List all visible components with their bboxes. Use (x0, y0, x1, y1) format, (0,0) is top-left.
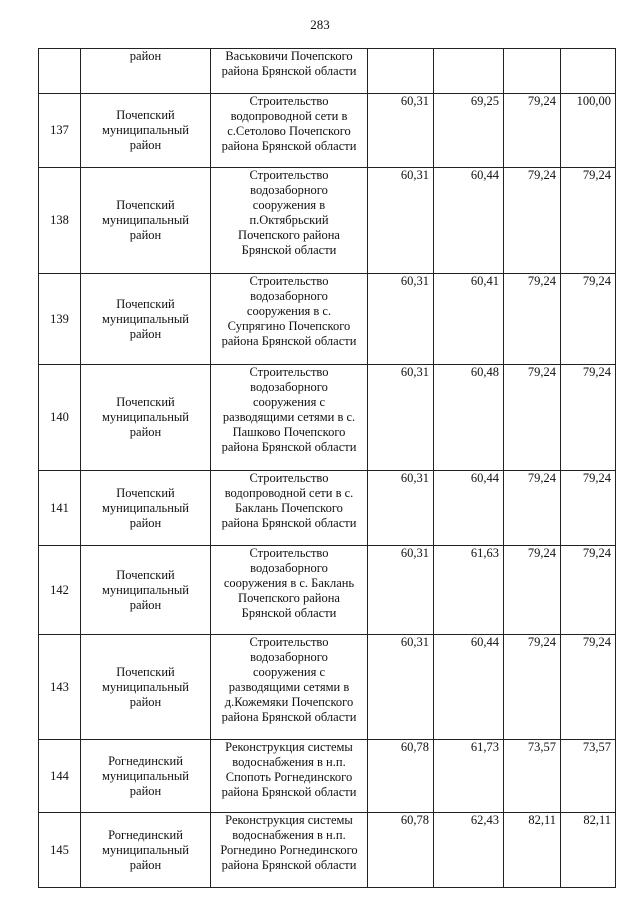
row-number (39, 49, 81, 94)
value-3-cell (504, 274, 561, 365)
value-2-text: 61,73 (470, 740, 499, 754)
value-1-text: 60,31 (400, 168, 429, 182)
district-text: Почепский муниципальный район (102, 296, 189, 341)
value-3-text: 79,24 (527, 274, 556, 288)
value-2-cell (434, 635, 504, 740)
description-text: Реконструкция системы водоснабжения в н.п. Рогнедино Рогнединского района Брянской области (220, 813, 358, 872)
value-2-text: 60,41 (470, 274, 499, 288)
row-number-text: 145 (50, 842, 69, 857)
description-text: Васьковичи Почепского района Брянской области (221, 49, 357, 78)
district-text: район (129, 49, 162, 63)
value-2-text: 60,44 (470, 471, 499, 485)
description-text: Строительство водозаборного сооружения в п.Октябрьский Почепского района Брянской области (238, 168, 340, 257)
table-row (39, 471, 616, 546)
value-3-text: 79,24 (527, 635, 556, 649)
table-row (39, 365, 616, 471)
table-row (39, 94, 616, 168)
description-cell (211, 471, 368, 546)
value-3-cell (504, 471, 561, 546)
row-number-text: 137 (50, 123, 69, 137)
value-3-text: 79,24 (527, 94, 556, 108)
value-3-cell (504, 94, 561, 168)
value-1-cell (368, 635, 434, 740)
value-3-cell (504, 168, 561, 274)
district-text: Почепский муниципальный район (102, 395, 189, 439)
row-number-cell (39, 94, 81, 168)
district-cell (81, 546, 211, 635)
value-2-cell (434, 365, 504, 471)
value-1-text: 60,31 (400, 635, 429, 649)
description-text: Строительство водозаборного сооружения в с. Супрягино Почепского района Брянской области (221, 274, 357, 348)
district-text: Рогнединский муниципальный район (102, 753, 189, 798)
value-4-text: 79,24 (582, 546, 611, 560)
value-4-cell (561, 274, 616, 365)
value-1-cell (368, 365, 434, 471)
value-2-text: 61,63 (470, 546, 499, 560)
table-row (39, 546, 616, 635)
row-number-cell (39, 168, 81, 274)
row-number-text: 141 (50, 500, 69, 515)
value-2-text: 60,48 (470, 365, 499, 379)
value-1-cell (368, 740, 434, 813)
value-3-text: 79,24 (527, 168, 556, 182)
district-text: Почепский муниципальный район (102, 664, 189, 709)
row-number-cell (39, 635, 81, 740)
row-number-cell (39, 365, 81, 471)
value-1-cell (368, 813, 434, 888)
district-cell (81, 168, 211, 274)
value-3-text: 73,57 (527, 740, 556, 754)
description-cell (211, 740, 368, 813)
district-cell (81, 740, 211, 813)
value-2-cell (434, 740, 504, 813)
district-text: Почепский муниципальный район (102, 108, 189, 152)
value-1-cell (368, 168, 434, 274)
value-2-cell (434, 274, 504, 365)
value-2-cell (434, 471, 504, 546)
value-2-cell (434, 94, 504, 168)
value-2-text: 60,44 (470, 635, 499, 649)
row-number-text: 144 (50, 768, 69, 783)
value-3-text: 82,11 (528, 813, 556, 827)
district-text: Почепский муниципальный район (102, 485, 189, 530)
value-3-cell (504, 813, 561, 888)
description-cell (211, 365, 368, 471)
value-1-text: 60,31 (400, 471, 429, 485)
district-cell (81, 94, 211, 168)
page-number: 283 (310, 17, 330, 32)
district-cell (81, 635, 211, 740)
table-row (39, 274, 616, 365)
value-4-cell (561, 365, 616, 471)
value-2-cell (434, 168, 504, 274)
value-4-text: 82,11 (583, 813, 611, 827)
value-cell (434, 49, 504, 94)
description-cell (211, 546, 368, 635)
description-cell (211, 94, 368, 168)
value-1-cell (368, 94, 434, 168)
value-4-cell (561, 94, 616, 168)
value-3-text: 79,24 (527, 546, 556, 560)
value-2-text: 69,25 (470, 94, 499, 108)
value-4-text: 100,00 (576, 94, 611, 108)
description-cell (211, 168, 368, 274)
district-cell (81, 274, 211, 365)
value-1-text: 60,31 (400, 94, 429, 108)
value-4-cell (561, 546, 616, 635)
district-cell (81, 471, 211, 546)
value-cell (504, 49, 561, 94)
value-cell (368, 49, 434, 94)
row-number-text: 142 (50, 582, 69, 597)
value-4-text: 79,24 (582, 274, 611, 288)
value-2-text: 60,44 (470, 168, 499, 182)
value-cell (561, 49, 616, 94)
district-cell (81, 365, 211, 471)
table-row (39, 813, 616, 888)
table-row (39, 635, 616, 740)
value-1-text: 60,31 (400, 546, 429, 560)
description-text: Строительство водозаборного сооружения в с. Баклань Почепского района Брянской области (223, 546, 355, 620)
description-text: Строительство водопроводной сети в с.Сетолово Почепского района Брянской области (221, 94, 357, 153)
row-number-cell (39, 471, 81, 546)
value-3-cell (504, 546, 561, 635)
value-4-text: 79,24 (582, 635, 611, 649)
value-4-text: 79,24 (582, 471, 611, 485)
value-4-cell (561, 168, 616, 274)
district-cell (81, 813, 211, 888)
description-text: Строительство водозаборного сооружения с разводящими сетями в с. Пашково Почепского района Брянской области (221, 365, 357, 454)
value-2-cell (434, 546, 504, 635)
value-1-cell (368, 274, 434, 365)
value-2-cell (434, 813, 504, 888)
value-4-text: 73,57 (582, 740, 611, 754)
value-3-text: 79,24 (527, 471, 556, 485)
value-1-text: 60,31 (400, 365, 429, 379)
description-cell (211, 274, 368, 365)
row-number-cell (39, 740, 81, 813)
value-1-cell (368, 471, 434, 546)
value-4-text: 79,24 (582, 365, 611, 379)
table-row-continuation (39, 49, 616, 94)
district-text: Рогнединский муниципальный район (102, 827, 189, 872)
row-number-cell (39, 813, 81, 888)
row-number-cell (39, 546, 81, 635)
district-cell (81, 49, 211, 94)
description-text: Строительство водозаборного сооружения с разводящими сетями в д.Кожемяки Почепского района Брянской области (221, 635, 357, 724)
value-4-cell (561, 813, 616, 888)
value-4-text: 79,24 (582, 168, 611, 182)
value-4-cell (561, 471, 616, 546)
description-cell (211, 635, 368, 740)
value-3-cell (504, 365, 561, 471)
value-1-cell (368, 546, 434, 635)
value-4-cell (561, 740, 616, 813)
table-row (39, 168, 616, 274)
description-text: Реконструкция системы водоснабжения в н.п. Спопоть Рогнединского района Брянской области (221, 740, 357, 799)
row-number-text: 138 (50, 213, 69, 227)
value-3-text: 79,24 (527, 365, 556, 379)
row-number-text: 140 (50, 410, 69, 424)
value-2-text: 62,43 (470, 813, 499, 827)
description-cell (211, 813, 368, 888)
row-number-text: 139 (50, 311, 69, 326)
row-number-text: 143 (50, 679, 69, 694)
value-4-cell (561, 635, 616, 740)
district-text: Почепский муниципальный район (102, 567, 189, 612)
value-1-text: 60,78 (400, 740, 429, 754)
value-3-cell (504, 635, 561, 740)
value-3-cell (504, 740, 561, 813)
description-cell (211, 49, 368, 94)
description-text: Строительство водопроводной сети в с. Баклань Почепского района Брянской области (221, 471, 357, 530)
district-text: Почепский муниципальный район (102, 198, 189, 242)
value-1-text: 60,78 (400, 813, 429, 827)
row-number-cell (39, 274, 81, 365)
table-row (39, 740, 616, 813)
data-table (38, 48, 616, 888)
value-1-text: 60,31 (400, 274, 429, 288)
